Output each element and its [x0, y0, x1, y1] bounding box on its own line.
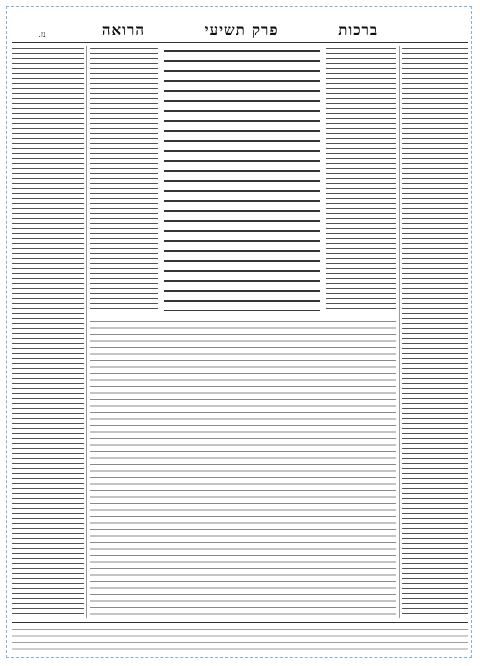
- commentary-left-column: [90, 46, 158, 311]
- main-text-continuation: [90, 318, 396, 618]
- header-rule: [12, 42, 468, 43]
- title-chapter: פרק תשיעי: [204, 21, 279, 39]
- commentary-right-column: [326, 46, 396, 311]
- talmud-page: [12, 10, 468, 654]
- column-separator: [86, 46, 87, 618]
- page-title: [72, 21, 408, 40]
- main-text-column: [164, 46, 320, 311]
- footer-rule: [12, 622, 468, 623]
- title-tractate: ברכות: [338, 21, 379, 39]
- title-chapter-name: הרואה: [101, 21, 145, 39]
- header-page-number: נז.: [38, 30, 46, 40]
- column-separator: [399, 46, 400, 618]
- page-header: [12, 10, 468, 40]
- page-footer: [12, 626, 468, 652]
- margin-left-column: [12, 46, 84, 618]
- margin-right-column: [402, 46, 468, 618]
